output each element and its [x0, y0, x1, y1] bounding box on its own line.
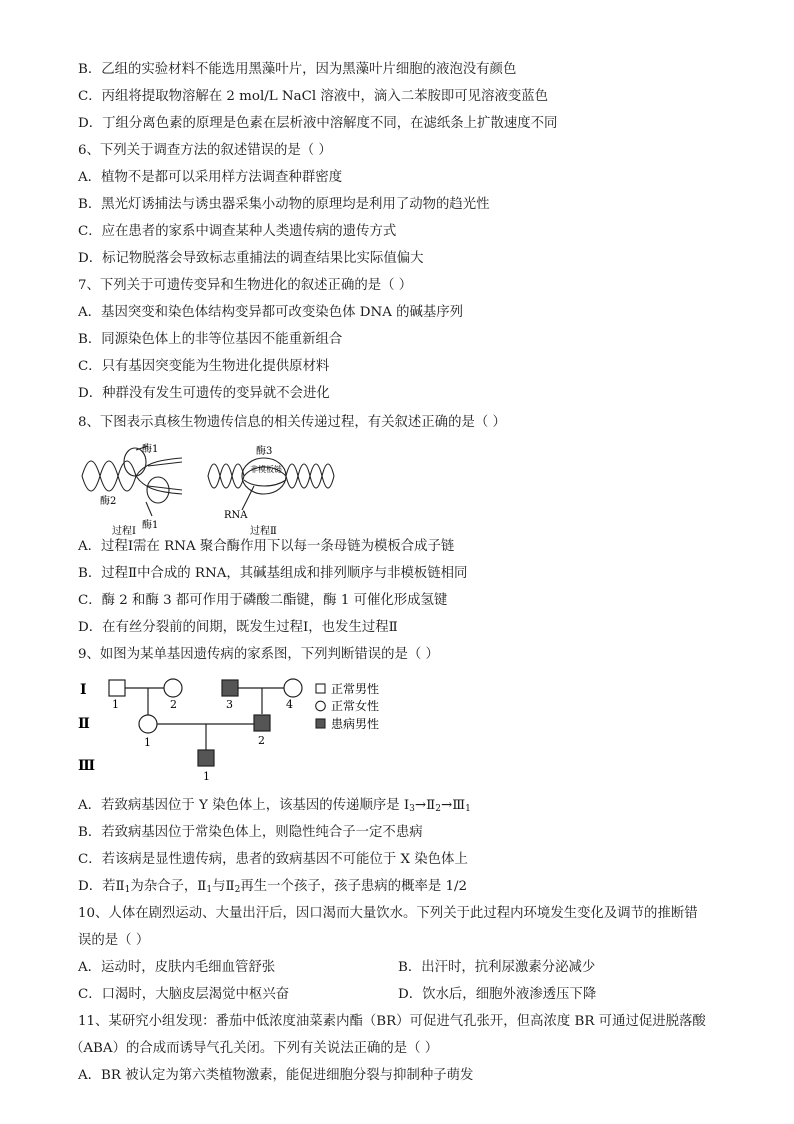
q8-option-b: B．过程Ⅱ中合成的 RNA，其碱基组成和排列顺序与非模板链相同: [78, 566, 468, 581]
i1-normal-male: [109, 680, 125, 696]
q10-options-row1: [78, 958, 758, 978]
ii1-number: 1: [144, 736, 151, 749]
q7-option-c: C．只有基因突变能为生物进化提供原材料: [78, 359, 330, 374]
q11-stem-line1: 11、某研究小组发现：番茄中低浓度油菜素内酯（BR）可促进气孔张开，但高浓度 BR 可通过促进脱落酸: [78, 1014, 706, 1029]
q10-options-row2: [78, 985, 758, 1005]
enzyme3-label: 酶3: [256, 446, 273, 457]
legend-affected-male: 患病男性: [331, 717, 380, 731]
ii1-normal-female: [139, 715, 157, 733]
q6-option-b: B．黑光灯诱捕法与诱虫器采集小动物的原理均是利用了动物的趋光性: [78, 197, 490, 212]
q9-option-d: D．若$Ⅱ_1$为杂合子，$Ⅱ_1$与$Ⅱ_2$再生一个孩子，孩子患病的概率是 1/2: [78, 879, 468, 895]
q7-option-a: A．基因突变和染色体结构变异都可改变染色体 DNA 的碱基序列: [78, 305, 464, 320]
q9-stem: 9、如图为某单基因遗传病的家系图，下列判断错误的是（ ）: [78, 647, 439, 662]
legend-normal-male: 正常男性: [331, 682, 380, 696]
legend-normal-female: 正常女性: [331, 699, 380, 713]
i4-normal-female: [284, 679, 302, 697]
q5-option-d: D．丁组分离色素的原理是色素在层析液中溶解度不同，在滤纸条上扩散速度不同: [78, 116, 558, 131]
i3-affected-male: [222, 680, 238, 696]
q9-option-c: C．若该病是显性遗传病，患者的致病基因不可能位于 X 染色体上: [78, 852, 468, 867]
q10-stem-line2: 误的是（ ）: [78, 933, 150, 948]
q8-option-a: A．过程Ⅰ需在 RNA 聚合酶作用下以每一条母链为模板合成子链: [78, 539, 455, 554]
q9-option-a: A．若致病基因位于 Y 染色体上，该基因的传递顺序是 $I_3\to Ⅱ_2\to Ⅲ_1$: [78, 798, 471, 814]
enzyme2-label: 酶2: [100, 496, 117, 507]
iii1-affected-male: [198, 750, 214, 766]
q6-option-d: D．标记物脱落会导致标志重捕法的调查结果比实际值偏大: [78, 251, 424, 266]
ii2-number: 2: [258, 734, 265, 747]
q6-option-a: A．植物不是都可以采用样方法调查种群密度: [78, 170, 343, 185]
q5-option-c: C．丙组将提取物溶解在 2 mol/L NaCl 溶液中，滴入二苯胺即可见溶液变蓝色: [78, 89, 549, 104]
legend-normal-female-icon: [316, 701, 326, 711]
process2-label: 过程Ⅱ: [250, 526, 277, 537]
q10-option-b: B．出汗时，抗利尿激素分泌减少: [398, 960, 596, 975]
q6-stem: 6、下列关于调查方法的叙述错误的是（ ）: [78, 143, 332, 158]
q8-stem: 8、下图表示真核生物遗传信息的相关传递过程，有关叙述正确的是（ ）: [78, 415, 506, 430]
generation-2-label: Ⅱ: [78, 716, 90, 732]
dna-process-figure: [78, 442, 338, 538]
q10-option-a: A．运动时，皮肤内毛细血管舒张: [78, 960, 276, 975]
q7-option-d: D．种群没有发生可遗传的变异就不会进化: [78, 386, 330, 401]
q10-option-d: D．饮水后，细胞外液渗透压下降: [398, 987, 597, 1002]
iii1-number: 1: [203, 770, 210, 783]
legend-normal-male-icon: [316, 684, 325, 693]
q9-option-b: B．若致病基因位于常染色体上，则隐性纯合子一定不患病: [78, 825, 423, 840]
q7-option-b: B．同源染色体上的非等位基因不能重新组合: [78, 332, 343, 347]
q7-stem: 7、下列关于可遗传变异和生物进化的叙述正确的是（ ）: [78, 278, 413, 293]
i2-normal-female: [164, 679, 182, 697]
q11-option-a: A．BR 被认定为第六类植物激素，能促进细胞分裂与抑制种子萌发: [78, 1068, 474, 1083]
legend-affected-male-icon: [316, 719, 325, 728]
i4-number: 4: [286, 698, 293, 711]
q6-option-c: C．应在患者的家系中调查某种人类遗传病的遗传方式: [78, 224, 397, 239]
i2-number: 2: [170, 698, 177, 711]
q10-option-c: C．口渴时，大脑皮层渴觉中枢兴奋: [78, 987, 290, 1002]
enzyme1-top-label: 酶1: [142, 444, 159, 455]
generation-1-label: I: [80, 682, 87, 698]
i1-number: 1: [112, 698, 119, 711]
nontemplate-strand-label: 非模板链: [250, 465, 282, 474]
q10-stem-line1: 10、人体在剧烈运动、大量出汗后，因口渴而大量饮水。下列关于此过程内环境发生变化及调节的推断错: [78, 906, 698, 921]
q8-option-d: D．在有丝分裂前的间期，既发生过程Ⅰ，也发生过程Ⅱ: [78, 620, 398, 635]
ii2-affected-male: [254, 715, 270, 731]
i3-number: 3: [226, 698, 233, 711]
rna-label: RNA: [224, 510, 248, 521]
generation-3-label: Ⅲ: [78, 758, 96, 774]
enzyme1-bottom-label: 酶1: [142, 520, 159, 531]
q11-stem-line2: （ABA）的合成而诱导气孔关闭。下列有关说法正确的是（ ）: [70, 1041, 439, 1056]
q5-option-b: B．乙组的实验材料不能选用黑藻叶片，因为黑藻叶片细胞的液泡没有颜色: [78, 62, 517, 77]
process1-label: 过程Ⅰ: [112, 526, 136, 537]
pedigree-chart: [78, 674, 408, 786]
q8-option-c: C．酶 2 和酶 3 都可作用于磷酸二酯键，酶 1 可催化形成氢键: [78, 593, 448, 608]
